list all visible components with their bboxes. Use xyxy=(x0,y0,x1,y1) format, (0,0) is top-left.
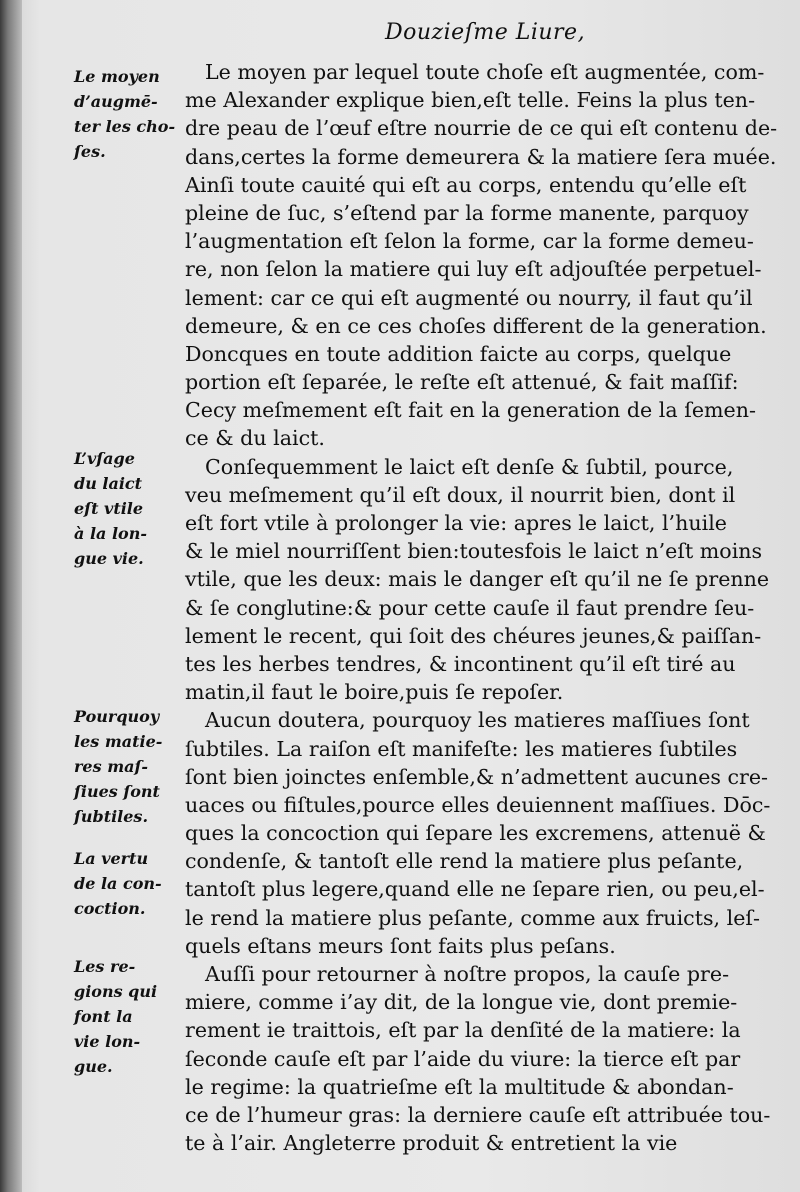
text-line: ſeconde cauſe eſt par l’aide du viure: la tierce eſt par xyxy=(185,1046,741,1071)
margin-note-line: Pourquoy xyxy=(74,707,160,726)
margin-note-line: à la lon- xyxy=(74,524,147,543)
text-line: lement: car ce qui eſt augmenté ou nourry, il faut qu’il xyxy=(185,285,753,310)
margin-note-line: font la xyxy=(74,1007,133,1026)
text-line: demeure, & en ce ces choſes different de la generation. xyxy=(185,313,767,338)
text-line: & le miel nourriſſent bien:toutesfois le laict n’eſt moins xyxy=(185,539,763,564)
text-line: uaces ou fiſtules,pource elles deuiennent maſſiues. Dōc- xyxy=(185,792,771,817)
text-line: miere, comme i’ay dit, de la longue vie, dont premie- xyxy=(185,990,738,1015)
text-line: dans,certes la forme demeurera & la matiere ſera muée. xyxy=(185,144,777,169)
margin-note-line: gue vie. xyxy=(74,549,144,568)
text-line: quels eſtans meurs ſont faits plus peſans. xyxy=(185,933,616,958)
text-line: Conſequemment le laict eſt denſe & ſubtil, pource, xyxy=(205,454,734,479)
margin-note-line: eſt vtile xyxy=(74,499,144,518)
margin-note-milk xyxy=(74,446,182,571)
text-line: tes les herbes tendres, & incontinent qu’il eſt tiré au xyxy=(185,651,736,676)
text-line: tantoſt plus legere,quand elle ne ſepare rien, ou peu,el- xyxy=(185,877,765,902)
margin-note-line: ter les cho- xyxy=(74,117,176,136)
margin-note-massive-matters xyxy=(74,704,182,829)
text-line: le rend la matiere plus peſante, comme aux fruicts, leſ- xyxy=(185,905,760,930)
main-text xyxy=(185,58,778,1157)
text-line: Auſſi pour retourner à noſtre propos, la cauſe pre- xyxy=(205,962,730,986)
text-line: Ainſi toute cauité qui eſt au corps, entendu qu’elle eſt xyxy=(185,172,747,197)
text-line: Cecy meſmement eſt fait en la generation de la ſemen- xyxy=(185,398,756,423)
text-line: re, non ſelon la matiere qui luy eſt adjouſtée perpetuel- xyxy=(185,257,762,282)
margin-note-line: res maſ- xyxy=(74,757,149,776)
margin-note-concoction xyxy=(74,846,182,921)
text-line: veu meſmement qu’il eſt doux, il nourrit bien, dont il xyxy=(185,482,736,507)
margin-note-line: coction. xyxy=(74,899,146,918)
margin-note-line: les matie- xyxy=(74,732,163,751)
margin-note-line: Les re- xyxy=(74,957,136,976)
margin-note-line: ſubtiles. xyxy=(74,807,149,826)
text-line: l’augmentation eſt ſelon la forme, car la forme demeu- xyxy=(185,229,754,254)
text-line: pleine de ſuc, s’eſtend par la forme manente, parquoy xyxy=(185,200,749,225)
margin-note-line: La vertu xyxy=(74,849,149,868)
text-line: Doncques en toute addition faicte au corps, quelque xyxy=(185,341,732,366)
margin-note-line: d’augmē- xyxy=(74,92,158,111)
text-line: ſubtiles. La raiſon eſt manifeſte: les matieres ſubtiles xyxy=(185,736,738,761)
text-line: eſt fort vtile à prolonger la vie: apres le laict, l’huile xyxy=(185,511,727,535)
margin-note-line: Le moyen xyxy=(74,67,160,86)
margin-note-line: de la con- xyxy=(74,874,162,893)
text-line: me Alexander explique bien,eſt telle. Feins la plus ten- xyxy=(185,88,756,113)
text-line: dre peau de l’œuf eſtre nourrie de ce qui eſt contenu de- xyxy=(185,116,778,141)
text-line: & ſe conglutine:& pour cette cauſe il faut prendre ſeu- xyxy=(185,595,755,620)
text-line: matin,il faut le boire,puis ſe repoſer. xyxy=(185,680,564,705)
margin-note-line: du laict xyxy=(74,474,143,493)
book-gutter xyxy=(0,0,22,1192)
text-line: Le moyen par lequel toute choſe eſt augmentée, com- xyxy=(205,60,765,84)
margin-note-line: gue. xyxy=(74,1057,113,1076)
running-header: Douzieſme Liure, xyxy=(385,20,586,45)
text-line: te à l’air. Angleterre produit & entretient la vie xyxy=(185,1131,678,1156)
margin-note-line: gions qui xyxy=(74,982,158,1001)
margin-note-line: ſes. xyxy=(74,142,106,161)
text-line: condenſe, & tantoſt elle rend la matiere plus peſante, xyxy=(185,849,744,874)
text-line: ſont bien joinctes enſemble,& n’admettent aucunes cre- xyxy=(185,764,769,789)
text-line: ques la concoction qui ſepare les excremens, attenuë & xyxy=(185,821,766,846)
text-line: le regime: la quatrieſme eſt la multitude & abondan- xyxy=(185,1074,734,1099)
text-line: rement ie traittois, eſt par la denſité de la matiere: la xyxy=(185,1018,741,1043)
margin-note-regions xyxy=(74,954,182,1079)
margin-note-line: ſiues ſont xyxy=(74,782,160,801)
text-line: portion eſt ſeparée, le reſte eſt attenué, & fait maſſif: xyxy=(185,370,739,395)
text-line: ce & du laict. xyxy=(185,426,325,451)
text-line: Aucun doutera, pourquoy les matieres maſſiues ſont xyxy=(205,708,750,733)
margin-note-augmentation xyxy=(74,64,182,164)
text-line: lement le recent, qui ſoit des chéures jeunes,& paiſſan- xyxy=(185,623,762,648)
text-line: vtile, que les deux: mais le danger eſt qu’il ne ſe prenne xyxy=(185,567,770,592)
margin-note-line: L’vſage xyxy=(74,449,135,468)
text-line: ce de l’humeur gras: la derniere cauſe eſt attribuée tou- xyxy=(185,1102,771,1127)
margin-note-line: vie lon- xyxy=(74,1032,141,1051)
